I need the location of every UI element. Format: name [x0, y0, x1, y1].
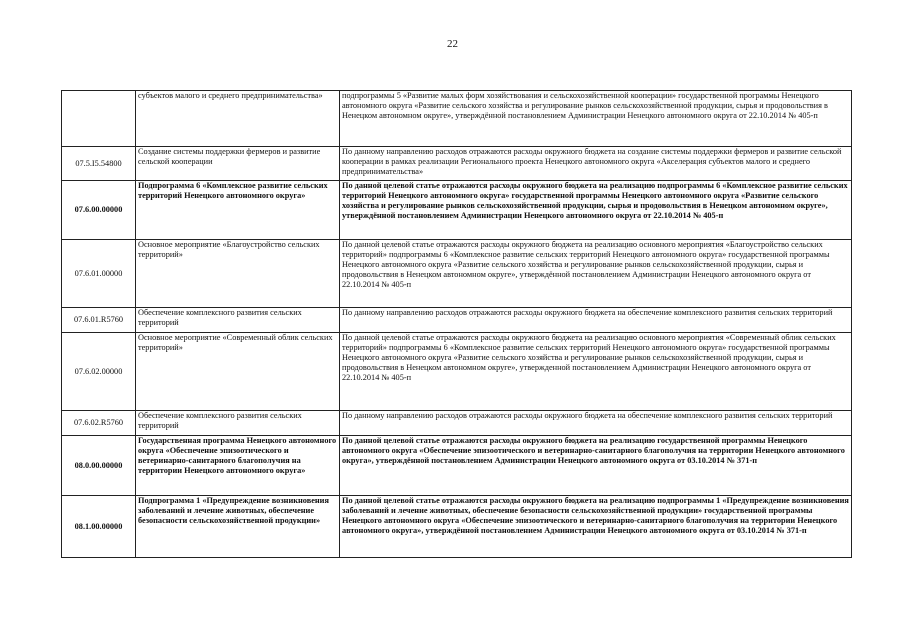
row-code-cell: 08.1.00.00000 [62, 496, 136, 558]
row-description-cell: По данному направлению расходов отражаются расходы окружного бюджета на обеспечение комплексного развития сельских территорий [340, 308, 852, 333]
row-name-cell: Основное мероприятие «Благоустройство сельских территорий» [136, 240, 340, 308]
row-description-cell: По данной целевой статье отражаются расходы окружного бюджета на реализацию подпрограммы 6 «Комплексное развитие сельских территорий Ненецкого автономного округа» государственной программы Ненецкого автономного округа «Развитие сельского хозяйства и регулирование рынков сельскохозяйственной продукции, сырья и продовольствия в Ненецком автономном округе», утверждённой постановлением Администрации Ненецкого автономного округа от 22.10.2014 № 405-п [340, 181, 852, 240]
table-row [62, 308, 852, 333]
row-code-cell: 07.5.I5.54800 [62, 147, 136, 181]
table-row [62, 240, 852, 308]
row-description-cell: По данному направлению расходов отражаются расходы окружного бюджета на создание системы поддержки фермеров и развитие сельской кооперации в рамках реализации Регионального проекта Ненецкого автономного округа «Акселерация субъектов малого и среднего предпринимательства» [340, 147, 852, 181]
row-name-cell: Основное мероприятие «Современный облик сельских территорий» [136, 333, 340, 411]
row-code-cell: 08.0.00.00000 [62, 436, 136, 496]
row-name-cell: субъектов малого и среднего предпринимательства» [136, 91, 340, 147]
table-row [62, 436, 852, 496]
table-row [62, 147, 852, 181]
table-row [62, 91, 852, 147]
table-row [62, 181, 852, 240]
row-description-cell: По данной целевой статье отражаются расходы окружного бюджета на реализацию подпрограммы 1 «Предупреждение возникновения заболеваний и лечение животных, обеспечение безопасности сельскохозяйственной продукции» государственной программы Ненецкого автономного округа «Обеспечение эпизоотического и ветеринарно-санитарного благополучия на территории Ненецкого автономного округа», утверждённой постановлением Администрации Ненецкого автономного округа от 03.10.2014 № 371-п [340, 496, 852, 558]
row-name-cell: Обеспечение комплексного развития сельских территорий [136, 411, 340, 436]
table-row [62, 333, 852, 411]
row-description-cell: подпрограммы 5 «Развитие малых форм хозяйствования и сельскохозяйственной кооперации» государственной программы Ненецкого автономного округа «Развитие сельского хозяйства и регулирование рынков сельскохозяйственной продукции, сырья и продовольствия в Ненецком автономном округе», утверждённой постановлением Администрации Ненецкого автономного округа от 22.10.2014 № 405-п [340, 91, 852, 147]
row-name-cell: Подпрограмма 1 «Предупреждение возникновения заболеваний и лечение животных, обеспечение безопасности сельскохозяйственной продукции» [136, 496, 340, 558]
table-row [62, 496, 852, 558]
row-description-cell: По данной целевой статье отражаются расходы окружного бюджета на реализацию основного мероприятия «Современный облик сельских территорий» подпрограммы 6 «Комплексное развитие сельских территорий Ненецкого автономного округа» государственной программы Ненецкого автономного округа «Развитие сельского хозяйства и регулирование рынков сельскохозяйственной продукции, сырья и продовольствия в Ненецком автономном округе», утвержденной постановлением Администрации Ненецкого автономного округа от 22.10.2014 № 405-п [340, 333, 852, 411]
row-code-cell [62, 91, 136, 147]
row-name-cell: Создание системы поддержки фермеров и развитие сельской кооперации [136, 147, 340, 181]
row-name-cell: Подпрограмма 6 «Комплексное развитие сельских территорий Ненецкого автономного округа» [136, 181, 340, 240]
row-description-cell: По данной целевой статье отражаются расходы окружного бюджета на реализацию основного мероприятия «Благоустройство сельских территорий» подпрограммы 6 «Комплексное развитие сельских территорий Ненецкого автономного округа» государственной программы Ненецкого автономного округа «Развитие сельского хозяйства и регулирование рынков сельскохозяйственной продукции, сырья и продовольствия в Ненецком автономном округе», утверждённой постановлением Администрации Ненецкого автономного округа от 22.10.2014 № 405-п [340, 240, 852, 308]
row-code-cell: 07.6.01.R5760 [62, 308, 136, 333]
row-code-cell: 07.6.00.00000 [62, 181, 136, 240]
table-row [62, 411, 852, 436]
row-name-cell: Государственная программа Ненецкого автономного округа «Обеспечение эпизоотического и ветеринарно-санитарного благополучия на территории Ненецкого автономного округа» [136, 436, 340, 496]
budget-classification-table [61, 90, 852, 558]
row-code-cell: 07.6.01.00000 [62, 240, 136, 308]
row-code-cell: 07.6.02.R5760 [62, 411, 136, 436]
row-code-cell: 07.6.02.00000 [62, 333, 136, 411]
row-description-cell: По данной целевой статье отражаются расходы окружного бюджета на реализацию государственной программы Ненецкого автономного округа «Обеспечение эпизоотического и ветеринарно-санитарного благополучия на территории Ненецкого автономного округа», утверждённой постановлением Администрации Ненецкого автономного округа от 03.10.2014 № 371-п [340, 436, 852, 496]
page-number: 22 [447, 38, 458, 50]
row-name-cell: Обеспечение комплексного развития сельских территорий [136, 308, 340, 333]
row-description-cell: По данному направлению расходов отражаются расходы окружного бюджета на обеспечение комплексного развития сельских территорий [340, 411, 852, 436]
